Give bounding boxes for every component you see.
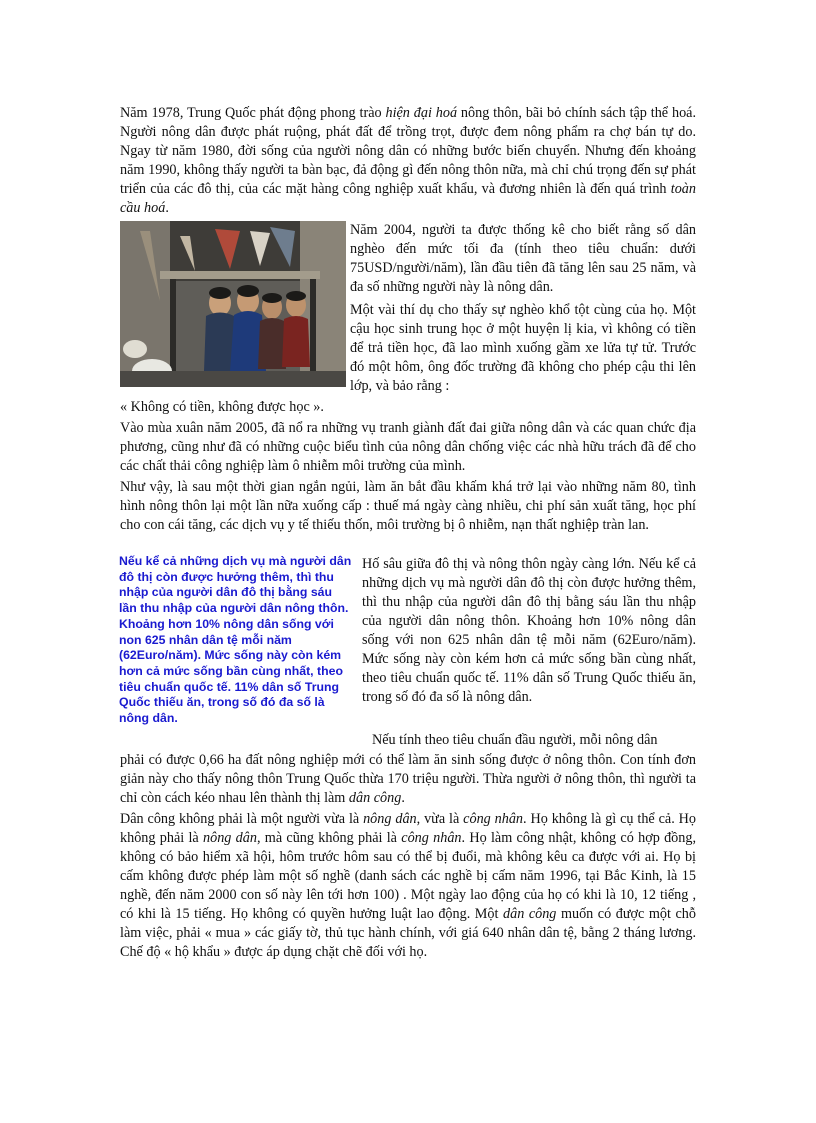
paragraph-8-text-d: , mà cũng không phải là — [256, 830, 402, 846]
paragraph-1-text-a: Năm 1978, Trung Quốc phát động phong trào — [120, 105, 386, 121]
paragraph-7 — [120, 751, 696, 808]
paragraph-8 — [120, 810, 696, 962]
paragraph-8-emphasis-1: nông dân — [363, 811, 417, 827]
paragraph-8-text-c: . Họ không là gì cụ thể cả. Họ không phải là — [120, 811, 696, 846]
paragraph-5-text: Như vậy, là sau một thời gian ngắn ngủi, làm ăn bắt đầu khấm khá trở lại vào những năm 80, tình hình nông thôn lại một lần nữa xuống cấp : thuế má ngày càng nhiều, chi phí sản xuất tăng, học phí cho con cái tăng, các dịch vụ y tế thiếu thốn, môi trường bị ô nhiễm, nạn thất nghiệp tràn lan. — [120, 479, 696, 533]
paragraph-8-text-f: muốn có được một chỗ làm việc, phải « mua » các giấy tờ, thủ tục hành chính, với giá 640 nhân dân tệ, bằng 2 tháng lương. Chế độ « hộ khẩu » được áp dụng chặt chẽ đối với họ. — [120, 906, 696, 960]
paragraph-1-text-c: . — [165, 200, 169, 216]
paragraph-5 — [120, 478, 696, 535]
paragraph-7-text-b: . — [401, 790, 405, 806]
paragraph-3 — [350, 301, 696, 396]
paragraph-3-end — [120, 398, 696, 417]
paragraph-8-emphasis-5: dân công — [503, 906, 557, 922]
paragraph-7-start — [372, 731, 696, 750]
paragraph-8-emphasis-4: công nhân — [401, 830, 462, 846]
paragraph-8-emphasis-3: nông dân — [203, 830, 257, 846]
photo-workers-in-dormitory — [120, 221, 346, 387]
photo-illustration — [120, 221, 346, 387]
paragraph-7-emphasis: dân công — [348, 790, 402, 806]
paragraph-2 — [350, 221, 696, 297]
paragraph-8-emphasis-2: công nhân — [463, 811, 524, 827]
paragraph-2-text: Năm 2004, người ta được thống kê cho biết rằng số dân nghèo đến mức tối đa (tính theo tiêu chuẩn: dưới 75USD/người/năm), lần đầu tiên đã tăng lên sau 25 năm, và đa số những người này là nông dân. — [350, 222, 696, 295]
paragraph-4-text: Vào mùa xuân năm 2005, đã nổ ra những vụ tranh giành đất đai giữa nông dân và các quan chức địa phương, cũng như đã có những cuộc biểu tình của nông dân chống việc các nhà hữu trách đã để cho các chất thải công nghiệp làm ô nhiễm môi trường của mình. — [120, 420, 696, 474]
paragraph-4 — [120, 419, 696, 476]
paragraph-1-emphasis-1: hiện đại hoá — [385, 105, 458, 121]
paragraph-3-end-text: « Không có tiền, không được học ». — [120, 399, 324, 415]
paragraph-6-text: Hố sâu giữa đô thị và nông thôn ngày càng lớn. Nếu kể cả những dịch vụ mà người dân đô thị còn được hưởng thêm, thì thu nhập của người dân đô thị bằng sáu lần thu nhập của người dân nông thôn. Khoảng hơn 10% nông dân sống với non 625 nhân dân tệ mỗi năm (62Euro/năm). Mức sống này còn kém hơn cả mức sống bần cùng nhất, theo tiêu chuẩn quốc tế. 11% dân số Trung Quốc thiếu ăn, trong số đó đa số là nông dân. — [362, 556, 696, 705]
paragraph-8-text-b: , vừa là — [416, 811, 464, 827]
paragraph-1 — [120, 104, 696, 218]
paragraph-6 — [362, 555, 696, 707]
pull-quote — [119, 554, 353, 727]
pull-quote-text: Nếu kể cả những dịch vụ mà người dân đô thị còn được hưởng thêm, thì thu nhập của người dân đô thị bằng sáu lần thu nhập của người dân nông thôn. Khoảng hơn 10% nông dân sống với non 625 nhân dân tệ mỗi năm (62Euro/năm). Mức sống này còn kém hơn cả mức sống bần cùng nhất, theo tiêu chuẩn quốc tế. 11% dân số Trung Quốc thiếu ăn, trong số đó đa số là nông dân. — [119, 554, 352, 726]
paragraph-1-text-b: nông thôn, bãi bỏ chính sách tập thể hoá. Người nông dân được phát ruộng, phát đất để trồng trọt, được đem nông phẩm ra chợ bán tự do. Ngay từ năm 1980, đời sống của người nông dân có những bước biến chuyển. Nhưng đến khoảng năm 1990, không thấy người ta bàn bạc, đả động gì đến nông thôn nữa, mà chỉ chú trọng đến sự phát triển của các đô thị, của các mặt hàng công nghiệp xuất khẩu, và đương nhiên là đến quá trình — [120, 105, 697, 197]
paragraph-1-emphasis-2: toàn cầu hoá — [120, 181, 696, 216]
paragraph-7-text-a: phải có được 0,66 ha đất nông nghiệp mới có thể làm ăn sinh sống được ở nông thôn. Con tính đơn giản này cho thấy nông thôn Trung Quốc thừa 170 triệu người. Thừa người ở nông thôn, thì người ta chỉ còn cách kéo nhau lên thành thị làm — [120, 752, 696, 806]
paragraph-7-start-text: Nếu tính theo tiêu chuẩn đầu người, mỗi nông dân — [372, 732, 658, 748]
paragraph-8-text-e: . Họ làm công nhật, không có hợp đồng, không có bảo hiểm xã hội, hôm trước hôm sau có thể bị đuổi, mà không kêu ca được với ai. Họ bị cấm không được phép làm một số nghề (danh sách các nghề bị cấm năm 1996, tại Bắc Kinh, là 15 nghề, đến năm 2000 con số này lên tới hơn 100) . Một ngày lao động của họ có khi là 10, 12 tiếng , có khi là 15 tiếng. Họ không có quyền hưởng luật lao động. Một — [120, 830, 697, 922]
paragraph-8-text-a: Dân công không phải là một người vừa là — [120, 811, 364, 827]
paragraph-3-text: Một vài thí dụ cho thấy sự nghèo khổ tột cùng của họ. Một cậu học sinh trung học ở một huyện lị kia, vì không có tiền để trả tiền học, đã lao mình xuống gầm xe lửa tự tử. Trước đó một hôm, ông đốc trường đã không cho phép cậu thi lên lớp, và bảo rằng : — [350, 302, 696, 394]
